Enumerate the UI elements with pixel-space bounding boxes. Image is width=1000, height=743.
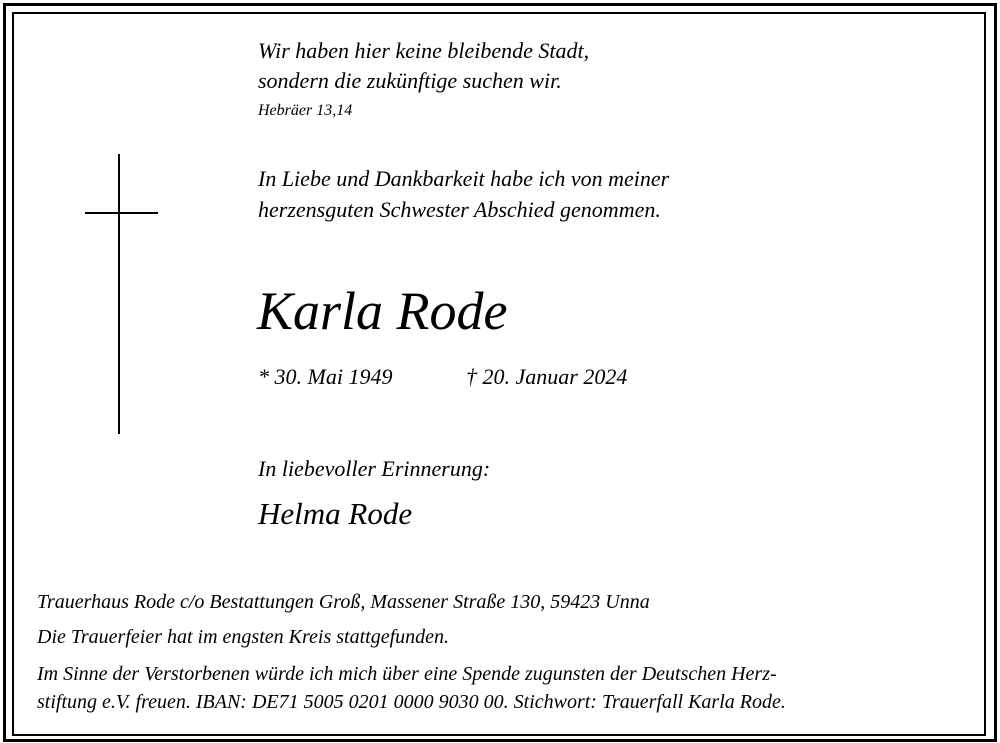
memory-label: In liebevoller Erinnerung: xyxy=(258,456,491,481)
mourning-address: Trauerhaus Rode c/o Bestattungen Groß, Massener Straße 130, 59423 Unna xyxy=(37,591,650,613)
bible-reference: Hebräer 13,14 xyxy=(258,102,353,119)
cross-vertical-bar xyxy=(118,154,120,434)
bible-verse xyxy=(258,36,589,96)
mourner-name: Helma Rode xyxy=(258,496,413,531)
donation-line-2: stiftung e.V. freuen. IBAN: DE71 5005 0201 0000 9030 00. Stichwort: Trauerfall Karla Rode. xyxy=(37,691,786,713)
bible-verse-line-2: sondern die zukünftige suchen wir. xyxy=(258,68,562,93)
deceased-name: Karla Rode xyxy=(257,281,508,341)
donation-note xyxy=(37,660,786,716)
birth-date: * 30. Mai 1949 xyxy=(258,364,393,389)
farewell-line-2: herzensguten Schwester Abschied genommen. xyxy=(258,197,661,222)
farewell-text xyxy=(258,163,669,225)
service-note: Die Trauerfeier hat im engsten Kreis stattgefunden. xyxy=(37,626,450,648)
cross-horizontal-bar xyxy=(85,212,158,214)
death-date: † 20. Januar 2024 xyxy=(466,364,628,389)
farewell-line-1: In Liebe und Dankbarkeit habe ich von meiner xyxy=(258,166,670,191)
bible-verse-line-1: Wir haben hier keine bleibende Stadt, xyxy=(258,38,590,63)
donation-line-1: Im Sinne der Verstorbenen würde ich mich über eine Spende zugunsten der Deutschen Herz- xyxy=(37,663,777,685)
